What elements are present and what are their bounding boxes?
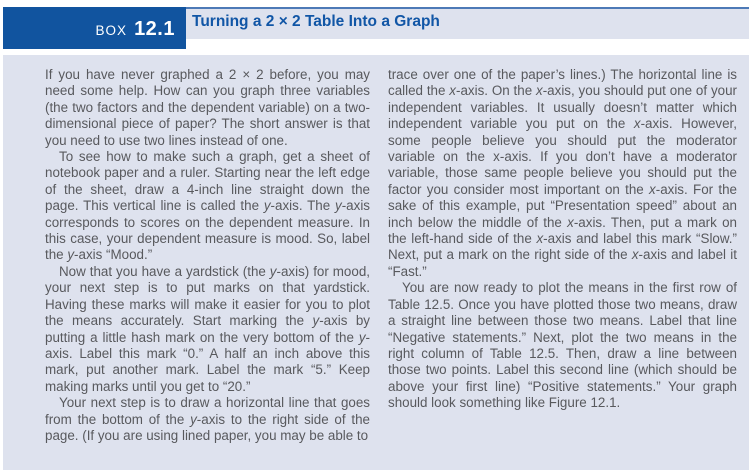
box-label: BOX (95, 23, 128, 38)
paragraph: Your next step is to draw a horizontal line that goes from the bottom of the y-axis to the right side of the page. (If you are using lined paper, you may be able to (45, 395, 371, 443)
left-column (45, 67, 370, 444)
text-columns (3, 55, 749, 444)
right-column (388, 67, 737, 444)
paragraph: You are now ready to plot the means in the first row of Table 12.5. Once you have plotted those two means, draw a straight line between those two means. Label that line “Negative statements.” Next, plot the two means in the right column of Table 12.5. Then, draw a line between those two points. Label this second line (which should be above your first line) “Positive statements.” Your graph should look something like Figure 12.1. (388, 280, 737, 411)
paragraph: Now that you have a yardstick (the y-axis) for mood, your next step is to put marks on that yardstick. Having these marks will make it easier for you to plot the means accurately. Start marking the y-axis by putting a little hash mark on the very bottom of the y-axis. Label this mark “0.” A half an inch above this mark, put another mark. Label the mark “5.” Keep making marks until you get to “20.” (45, 263, 371, 394)
box-label-bar (3, 7, 186, 49)
paragraph: trace over one of the paper’s lines.) The horizontal line is called the x-axis. On the x-axis, you should put one of your independent variables. It usually doesn’t matter which independent variable you put on the x-axis. However, some people believe you should put the moderator variable on the x-axis. If you don’t have a moderator variable, those same people believe you should put the factor you consider most important on the x-axis. For the sake of this example, put “Presentation speed” about an inch below the middle of the x-axis. Then, put a mark on the left-hand side of the x-axis and label this mark “Slow.” Next, put a mark on the right side of the x-axis and label it “Fast.” (388, 67, 738, 279)
box-body-panel (3, 55, 749, 470)
box-title: Turning a 2 × 2 Table Into a Graph (192, 13, 440, 30)
paragraph: To see how to make such a graph, get a sheet of notebook paper and a ruler. Starting near the left edge of the sheet, draw a 4-inch line straight down the page. This vertical line is called the y-axis. The y-axis corresponds to scores on the dependent measure. In this case, your dependent measure is mood. So, label the y-axis “Mood.” (45, 149, 370, 263)
paragraph: If you have never graphed a 2 × 2 before, you may need some help. How can you graph three variables (the two factors and the dependent variable) on a two-dimensional piece of paper? The short answer is that you need to use two lines instead of one. (45, 67, 370, 148)
box-number: 12.1 (134, 18, 175, 40)
